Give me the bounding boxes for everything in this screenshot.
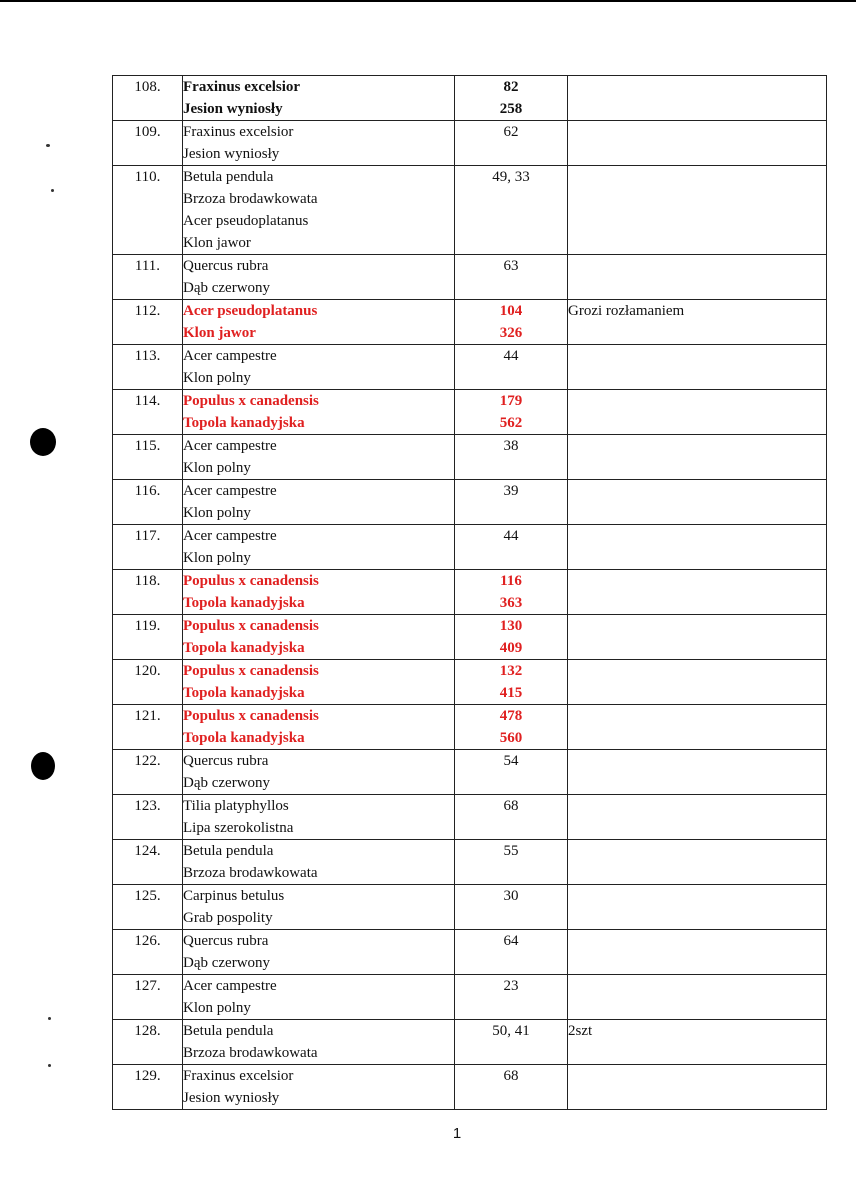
remark-text — [568, 975, 826, 997]
species-name: Jesion wyniosły — [183, 146, 280, 162]
measurement-cell — [455, 480, 568, 525]
species-name: Topola kanadyjska — [183, 685, 305, 701]
remark-text — [568, 930, 826, 952]
species-name: Dąb czerwony — [183, 955, 271, 971]
measurement-value: 258 — [499, 101, 523, 117]
species-name: Klon polny — [183, 505, 251, 521]
page-number: 1 — [452, 1125, 462, 1142]
species-name: Klon polny — [183, 1000, 251, 1016]
species-cell — [183, 930, 455, 975]
remark-text — [568, 76, 826, 98]
species-name: Dąb czerwony — [183, 280, 271, 296]
measurement-value: 49, 33 — [492, 169, 530, 185]
remark-text — [568, 885, 826, 907]
measurement-value: 54 — [503, 753, 519, 769]
table-row — [113, 76, 827, 121]
measurement-value: 44 — [503, 348, 519, 364]
measurement-cell — [455, 660, 568, 705]
species-name: Populus x canadensis — [183, 393, 319, 409]
row-number: 110. — [113, 166, 183, 255]
measurement-cell — [455, 840, 568, 885]
measurement-value: 82 — [503, 79, 519, 95]
remarks-cell — [568, 390, 827, 435]
species-cell — [183, 435, 455, 480]
remarks-cell — [568, 435, 827, 480]
measurement-cell — [455, 1065, 568, 1110]
species-name: Topola kanadyjska — [183, 730, 305, 746]
measurement-value: 64 — [503, 933, 519, 949]
remark-text — [568, 660, 826, 682]
table-row — [113, 390, 827, 435]
table-row — [113, 435, 827, 480]
species-cell — [183, 255, 455, 300]
remarks-cell — [568, 1020, 827, 1065]
row-number: 113. — [113, 345, 183, 390]
remarks-cell — [568, 795, 827, 840]
tree-rows — [113, 76, 827, 1110]
table-row — [113, 345, 827, 390]
measurement-value: 63 — [503, 258, 519, 274]
species-name: Acer pseudoplatanus — [183, 213, 309, 229]
remarks-cell — [568, 975, 827, 1020]
measurement-value: 326 — [499, 325, 523, 341]
row-number: 124. — [113, 840, 183, 885]
measurement-cell — [455, 166, 568, 255]
species-name: Acer pseudoplatanus — [183, 303, 318, 319]
row-number: 109. — [113, 121, 183, 166]
measurement-cell — [455, 255, 568, 300]
remark-text — [568, 570, 826, 592]
measurement-cell — [455, 705, 568, 750]
table-row — [113, 525, 827, 570]
species-name: Jesion wyniosły — [183, 101, 283, 117]
row-number: 111. — [113, 255, 183, 300]
species-name: Lipa szerokolistna — [183, 820, 294, 836]
species-name: Grab pospolity — [183, 910, 273, 926]
species-name: Fraxinus excelsior — [183, 124, 294, 140]
row-number: 120. — [113, 660, 183, 705]
punch-hole-bottom — [31, 752, 55, 780]
scan-speck — [51, 189, 54, 192]
species-name: Klon jawor — [183, 325, 256, 341]
species-cell — [183, 1065, 455, 1110]
species-name: Klon polny — [183, 370, 251, 386]
table-row — [113, 1020, 827, 1065]
row-number: 115. — [113, 435, 183, 480]
measurement-cell — [455, 975, 568, 1020]
species-cell — [183, 480, 455, 525]
table-row — [113, 166, 827, 255]
species-name: Fraxinus excelsior — [183, 1068, 294, 1084]
row-number: 122. — [113, 750, 183, 795]
measurement-cell — [455, 615, 568, 660]
species-name: Brzoza brodawkowata — [183, 191, 318, 207]
remark-text — [568, 435, 826, 457]
remarks-cell — [568, 570, 827, 615]
species-cell — [183, 166, 455, 255]
species-cell — [183, 705, 455, 750]
remark-text — [568, 705, 826, 727]
remark-text — [568, 121, 826, 143]
row-number: 123. — [113, 795, 183, 840]
row-number: 121. — [113, 705, 183, 750]
measurement-value: 409 — [499, 640, 523, 656]
measurement-cell — [455, 435, 568, 480]
species-name: Tilia platyphyllos — [183, 798, 289, 814]
measurement-cell — [455, 1020, 568, 1065]
remark-text — [568, 615, 826, 637]
table-row — [113, 795, 827, 840]
row-number: 129. — [113, 1065, 183, 1110]
table-row — [113, 1065, 827, 1110]
species-name: Quercus rubra — [183, 933, 269, 949]
table-row — [113, 615, 827, 660]
remark-text: 2szt — [568, 1023, 593, 1039]
row-number: 119. — [113, 615, 183, 660]
scan-speck — [48, 1064, 51, 1067]
species-name: Klon jawor — [183, 235, 251, 251]
measurement-value: 62 — [503, 124, 519, 140]
remarks-cell — [568, 255, 827, 300]
species-cell — [183, 795, 455, 840]
species-name: Betula pendula — [183, 843, 274, 859]
remarks-cell — [568, 615, 827, 660]
remark-text — [568, 1065, 826, 1087]
species-cell — [183, 121, 455, 166]
measurement-cell — [455, 930, 568, 975]
measurement-value: 68 — [503, 1068, 519, 1084]
row-number: 125. — [113, 885, 183, 930]
measurement-cell — [455, 525, 568, 570]
species-name: Jesion wyniosły — [183, 1090, 280, 1106]
remarks-cell — [568, 750, 827, 795]
remark-text — [568, 255, 826, 277]
measurement-value: 116 — [500, 573, 522, 589]
table-row — [113, 750, 827, 795]
species-name: Topola kanadyjska — [183, 640, 305, 656]
measurement-cell — [455, 76, 568, 121]
measurement-value: 132 — [499, 663, 523, 679]
species-cell — [183, 750, 455, 795]
measurement-value: 38 — [503, 438, 519, 454]
species-name: Populus x canadensis — [183, 708, 319, 724]
species-name: Populus x canadensis — [183, 618, 319, 634]
measurement-cell — [455, 390, 568, 435]
remarks-cell — [568, 480, 827, 525]
remarks-cell — [568, 345, 827, 390]
measurement-cell — [455, 570, 568, 615]
measurement-value: 104 — [499, 303, 523, 319]
species-name: Populus x canadensis — [183, 663, 319, 679]
row-number: 116. — [113, 480, 183, 525]
remark-text: Grozi rozłamaniem — [568, 303, 685, 319]
species-cell — [183, 390, 455, 435]
measurement-value: 30 — [503, 888, 519, 904]
species-name: Brzoza brodawkowata — [183, 1045, 318, 1061]
remarks-cell — [568, 121, 827, 166]
measurement-value: 560 — [499, 730, 523, 746]
row-number: 118. — [113, 570, 183, 615]
table-row — [113, 480, 827, 525]
measurement-cell — [455, 345, 568, 390]
row-number: 127. — [113, 975, 183, 1020]
species-name: Brzoza brodawkowata — [183, 865, 318, 881]
remark-text — [568, 345, 826, 367]
species-name: Fraxinus excelsior — [183, 79, 301, 95]
species-cell — [183, 300, 455, 345]
measurement-value: 562 — [499, 415, 523, 431]
remarks-cell — [568, 930, 827, 975]
measurement-cell — [455, 795, 568, 840]
remark-text — [568, 750, 826, 772]
remarks-cell — [568, 840, 827, 885]
species-name: Acer campestre — [183, 438, 277, 454]
species-cell — [183, 885, 455, 930]
table-row — [113, 300, 827, 345]
remarks-cell — [568, 705, 827, 750]
table-row — [113, 121, 827, 166]
species-cell — [183, 345, 455, 390]
measurement-cell — [455, 300, 568, 345]
species-cell — [183, 975, 455, 1020]
row-number: 128. — [113, 1020, 183, 1065]
measurement-value: 50, 41 — [492, 1023, 530, 1039]
measurement-value: 415 — [499, 685, 523, 701]
remarks-cell — [568, 76, 827, 121]
species-name: Klon polny — [183, 460, 251, 476]
species-name: Acer campestre — [183, 978, 277, 994]
tree-inventory-table — [112, 75, 827, 1110]
remark-text — [568, 525, 826, 547]
species-cell — [183, 570, 455, 615]
species-name: Dąb czerwony — [183, 775, 271, 791]
species-cell — [183, 615, 455, 660]
scan-top-edge — [0, 0, 856, 2]
remarks-cell — [568, 300, 827, 345]
remarks-cell — [568, 1065, 827, 1110]
species-cell — [183, 1020, 455, 1065]
table-row — [113, 660, 827, 705]
table-row — [113, 975, 827, 1020]
measurement-value: 44 — [503, 528, 519, 544]
measurement-value: 39 — [503, 483, 519, 499]
measurement-value: 130 — [499, 618, 523, 634]
remark-text — [568, 840, 826, 862]
table-row — [113, 570, 827, 615]
row-number: 117. — [113, 525, 183, 570]
measurement-value: 55 — [503, 843, 519, 859]
measurement-value: 179 — [499, 393, 523, 409]
remark-text — [568, 166, 826, 188]
scan-speck — [48, 1017, 51, 1020]
species-name: Betula pendula — [183, 1023, 274, 1039]
remarks-cell — [568, 525, 827, 570]
scan-speck — [46, 144, 50, 147]
species-cell — [183, 660, 455, 705]
species-name: Acer campestre — [183, 528, 277, 544]
row-number: 114. — [113, 390, 183, 435]
measurement-cell — [455, 885, 568, 930]
species-cell — [183, 76, 455, 121]
species-name: Acer campestre — [183, 483, 277, 499]
remarks-cell — [568, 885, 827, 930]
species-name: Topola kanadyjska — [183, 415, 305, 431]
table-row — [113, 705, 827, 750]
measurement-value: 478 — [499, 708, 523, 724]
table-row — [113, 840, 827, 885]
remark-text — [568, 795, 826, 817]
remarks-cell — [568, 166, 827, 255]
species-name: Betula pendula — [183, 169, 274, 185]
table-row — [113, 255, 827, 300]
measurement-value: 363 — [499, 595, 523, 611]
species-name: Klon polny — [183, 550, 251, 566]
remark-text — [568, 480, 826, 502]
species-cell — [183, 525, 455, 570]
row-number: 126. — [113, 930, 183, 975]
row-number: 112. — [113, 300, 183, 345]
table-row — [113, 930, 827, 975]
remarks-cell — [568, 660, 827, 705]
species-name: Populus x canadensis — [183, 573, 319, 589]
punch-hole-top — [30, 428, 56, 456]
species-name: Acer campestre — [183, 348, 277, 364]
species-cell — [183, 840, 455, 885]
species-name: Carpinus betulus — [183, 888, 285, 904]
measurement-cell — [455, 121, 568, 166]
species-name: Topola kanadyjska — [183, 595, 305, 611]
remark-text — [568, 390, 826, 412]
table-row — [113, 885, 827, 930]
measurement-cell — [455, 750, 568, 795]
species-name: Quercus rubra — [183, 258, 269, 274]
measurement-value: 68 — [503, 798, 519, 814]
species-name: Quercus rubra — [183, 753, 269, 769]
measurement-value: 23 — [503, 978, 519, 994]
row-number: 108. — [113, 76, 183, 121]
